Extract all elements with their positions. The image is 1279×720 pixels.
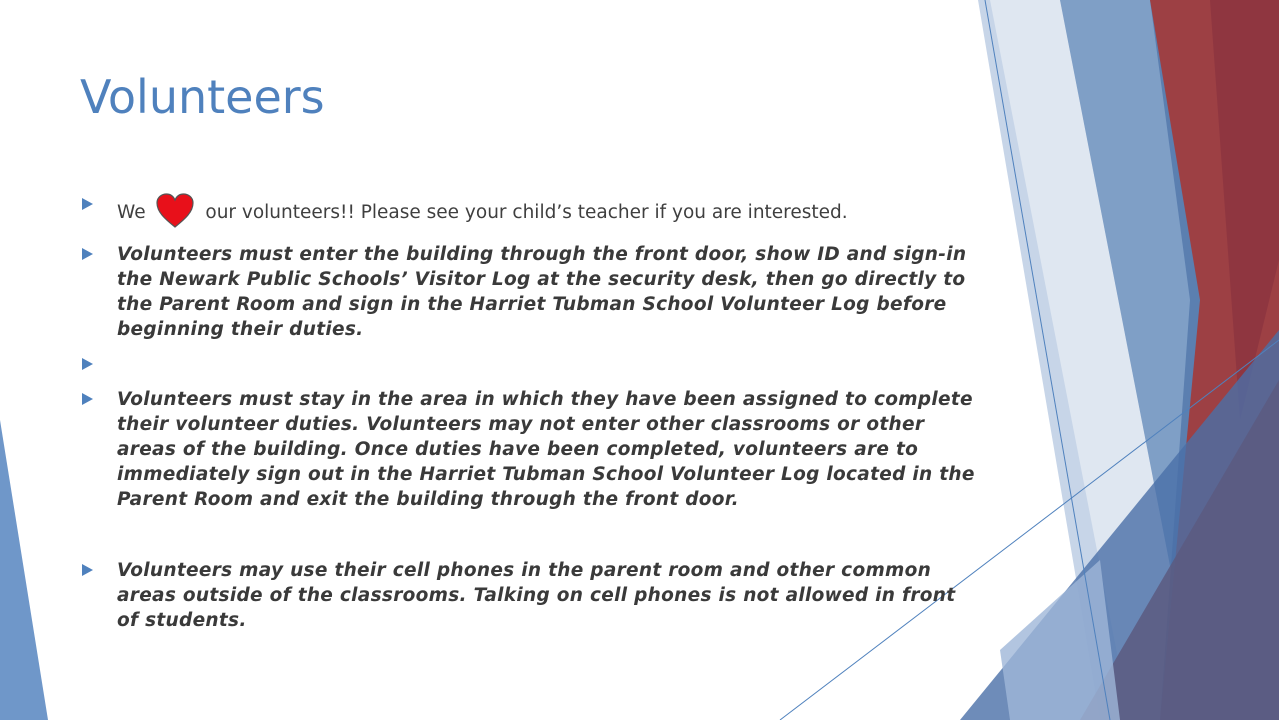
right-lower-light-panel [1000, 560, 1120, 720]
bullet-item-assigned-area [82, 387, 982, 512]
bullet-item-cell-phones [82, 558, 982, 633]
bullet-text-we: We [117, 202, 146, 223]
bullet-arrow-icon [82, 248, 93, 260]
slide-title: Volunteers [80, 70, 325, 124]
bullet-arrow-icon [82, 393, 93, 405]
heart-icon [155, 192, 195, 230]
bullet-item-love-volunteers [82, 192, 982, 230]
bullet-arrow-icon [82, 564, 93, 576]
bullet-text: Volunteers may use their cell phones in the parent room and other common areas outside of the classrooms. Talking on cell phones is not allowed in front of students. [117, 560, 956, 631]
bullet-text-volunteers: our volunteers!! Please see your child’s teacher if you are interested. [205, 202, 848, 223]
bullet-arrow-icon [82, 358, 93, 370]
bullet-arrow-icon [82, 198, 93, 210]
left-edge-stripe [0, 420, 48, 720]
bullet-text: Volunteers must enter the building through the front door, show ID and sign-in the Newark Public Schools’ Visitor Log at the security desk, then go directly to the Parent Room and sign in the Harriet Tubman School Volunteer Log before beginning their duties. [117, 244, 967, 340]
bullet-list [82, 192, 982, 633]
bullet-item-entry-procedure [82, 242, 982, 342]
bullet-item-empty [82, 352, 982, 377]
bullet-text: Volunteers must stay in the area in which they have been assigned to complete their volunteer duties. Volunteers may not enter other classrooms or other areas of the building. Once duties have been completed, volunteers are to immediately sign out in the Harriet Tubman School Volunteer Log located in the Parent Room and exit the building through the front door. [117, 389, 975, 510]
